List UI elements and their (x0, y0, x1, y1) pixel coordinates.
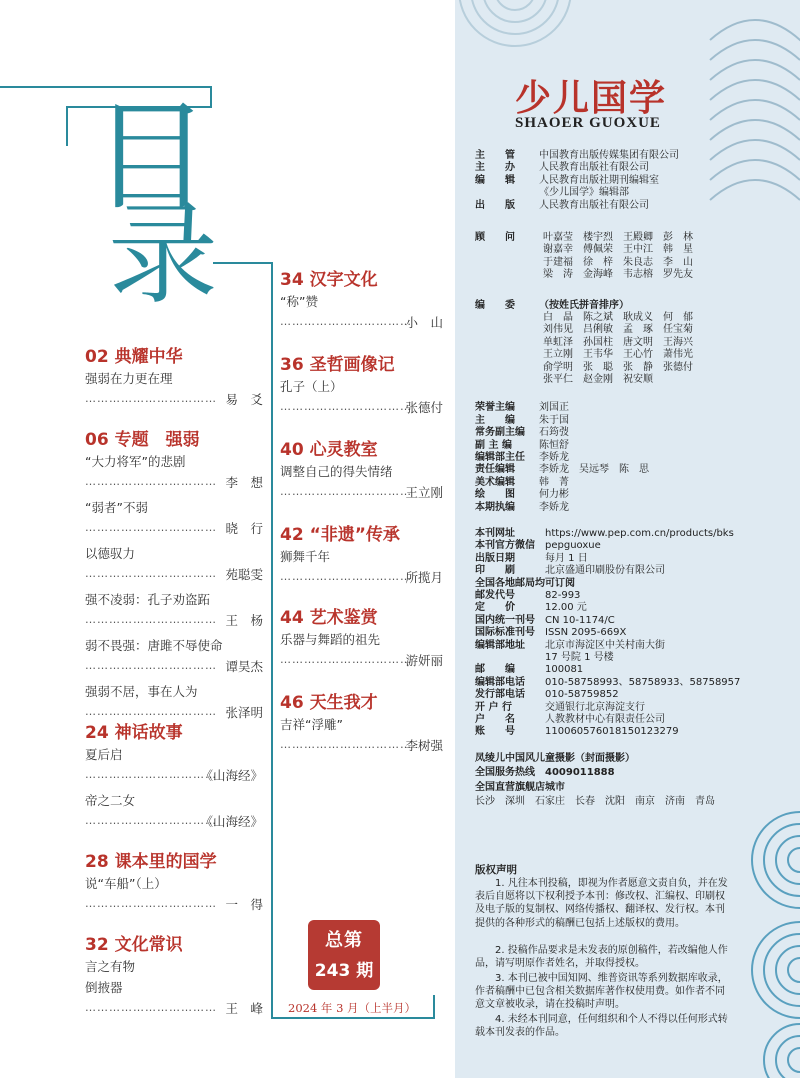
toc-item-author: 所揽月 (405, 570, 443, 585)
info-value: 石筠弢 (539, 427, 569, 439)
masthead-org-row (475, 150, 679, 162)
toc-item-author: 王 杨 (225, 613, 263, 628)
board-note: （按姓氏拼音排序） (539, 299, 629, 311)
info-value: 010-58758993、58758933、58758957 (545, 676, 741, 688)
staff-row (475, 489, 569, 501)
toc-item-author: 张泽明 (225, 705, 263, 720)
toc-section-title: 36 圣哲画像记 (280, 355, 395, 375)
toc-item-author: 张德付 (405, 400, 443, 415)
toc-item-author: 苑聪雯 (225, 567, 263, 582)
advisors-row: 叶嘉莹 楼宇烈 王殿卿 彭 林 (543, 232, 693, 243)
board-row: 俞学明 张 聪 张 静 张德付 (543, 361, 693, 373)
toc-item-author: 小 山 (405, 315, 443, 330)
staff-row (475, 415, 569, 427)
toc-item-dots: …………………………… (85, 814, 217, 827)
info-value: 李娇龙 吴远琴 陈 思 (539, 464, 649, 476)
staff-row (475, 464, 649, 476)
info-label: 邮 编 (475, 664, 515, 676)
toc-item-title: 调整自己的得失情绪 (280, 464, 393, 479)
copyright-title: 版权声明 (475, 864, 517, 876)
info-value: 100081 (545, 664, 584, 676)
advisors-row: 于建福 徐 梓 朱良志 李 山 (543, 256, 693, 268)
info-value: 17 号院 1 号楼 (545, 652, 614, 663)
toc-section-title: 24 神话故事 (85, 723, 183, 743)
masthead-org-row (475, 175, 659, 187)
title-char-mu: 目 (92, 88, 211, 226)
toc-item-title: 言之有物 (85, 959, 136, 974)
toc-section-title: 32 文化常识 (85, 935, 183, 955)
info-label: 编 辑 (475, 174, 515, 186)
toc-item-dots: …………………………… (280, 315, 412, 328)
info-value: 朱于国 (539, 414, 569, 426)
info-label: 出 版 (475, 199, 515, 211)
frame-line (213, 262, 273, 264)
info-label: 绘 图 (475, 489, 515, 501)
publishing-row (475, 553, 588, 565)
info-label: 本刊官方微信 (475, 540, 535, 552)
toc-section-title: 28 课本里的国学 (85, 852, 217, 872)
publishing-row (475, 565, 665, 577)
magazine-logo-en: SHAOER GUOXUE (515, 115, 661, 131)
toc-item-author: 易 爻 (225, 392, 263, 407)
stores-title: 全国直营旗舰店城市 (475, 781, 565, 793)
issue-seal (308, 920, 380, 990)
toc-section-title: 40 心灵教室 (280, 440, 378, 460)
toc-item-author: 王 峰 (225, 1001, 263, 1016)
info-value: 010-58759852 (545, 689, 619, 701)
title-char-lu: 录 (108, 191, 218, 319)
toc-item-dots: …………………………… (280, 485, 412, 498)
info-value: 北京市海淀区中关村南大街 (545, 639, 665, 651)
toc-item-title: 以德驭力 (85, 546, 136, 561)
toc-section-title: 42 “非遗”传承 (280, 525, 400, 545)
info-value: 人教教材中心有限责任公司 (545, 714, 665, 725)
toc-item-title: 吉祥“浮雕” (280, 717, 343, 732)
info-label: 出版日期 (475, 552, 515, 564)
seal-line-2: 243 期 (314, 961, 374, 981)
info-label: 定 价 (475, 602, 515, 614)
toc-item-author: 王立刚 (405, 485, 443, 500)
publishing-row (475, 590, 580, 602)
info-label: 账 号 (475, 726, 515, 738)
toc-item-author: 李 想 (225, 475, 263, 490)
info-value: 每月 1 日 (545, 552, 588, 564)
publishing-row (475, 652, 614, 664)
stores-list: 长沙 深圳 石家庄 长春 沈阳 南京 济南 青岛 (475, 796, 715, 807)
info-label: 编辑部电话 (475, 676, 525, 688)
publishing-row (475, 726, 679, 738)
publishing-row (475, 677, 740, 689)
toc-item-dots: …………………………… (280, 570, 412, 583)
publishing-row (475, 689, 619, 701)
wave-pattern-corner (455, 0, 585, 60)
toc-item-title: 夏后启 (85, 747, 123, 762)
toc-item-title: 孔子（上） (280, 379, 343, 394)
frame-line (433, 995, 435, 1019)
toc-item-title: 强弱在力更在理 (85, 371, 173, 386)
toc-item-dots: …………………………… (85, 705, 217, 718)
copyright-paragraph: 1. 凡往本刊投稿，即视为作者愿意文责自负，并在发表后自愿将以下权利授予本刊：修改权、汇编权、印刷权及电子版的复制权、网络传播权、翻译权、发行权。本刊提供的各种形式的稿酬已包括上述版权的费用。 (475, 878, 728, 929)
info-value: 何力彬 (539, 489, 569, 501)
frame-line (271, 1017, 435, 1019)
toc-item-title: “大力将军”的悲剧 (85, 454, 186, 469)
toc-item-title: 帝之二女 (85, 793, 136, 808)
staff-row (475, 440, 569, 452)
info-value: 刘国正 (539, 402, 569, 414)
toc-section-title: 06 专题 强弱 (85, 430, 200, 450)
board-row: 白 晶 陈之斌 耿成义 何 郁 (543, 312, 693, 323)
info-label: 本刊网址 (475, 528, 515, 539)
info-label: 主 办 (475, 162, 515, 174)
info-label: 全国各地邮局均可订阅 (475, 577, 575, 589)
toc-item-author: 《山海经》 (200, 768, 263, 783)
publishing-row (475, 640, 665, 652)
publishing-row (475, 714, 665, 726)
info-value: CN 10-1174/C (545, 614, 615, 626)
board-row: 张平仁 赵金刚 祝安顺 (543, 374, 653, 385)
info-label: 国内统一刊号 (475, 614, 535, 626)
toc-section-title: 46 天生我才 (280, 693, 378, 713)
board-row: 单虹泽 孙国柱 唐文明 王海兴 (543, 336, 693, 348)
toc-item-title: 乐器与舞蹈的祖先 (280, 632, 381, 647)
toc-section-title: 44 艺术鉴赏 (280, 608, 378, 628)
toc-item-title: 说“车船”（上） (85, 876, 167, 891)
toc-item-dots: …………………………… (85, 659, 217, 672)
info-value: pepguoxue (545, 540, 601, 552)
info-label: 发行部电话 (475, 689, 525, 701)
copyright-paragraph: 4. 未经本刊同意，任何组织和个人不得以任何形式转载本刊发表的作品。 (475, 1014, 728, 1039)
publishing-row (475, 540, 601, 552)
info-value: 110060576018150123279 (545, 726, 679, 738)
staff-row (475, 402, 569, 414)
toc-item-title: 强弱不居，事在人为 (85, 684, 198, 699)
toc-item-dots: …………………………… (280, 400, 412, 413)
wave-pattern-top (710, 0, 800, 230)
info-value: 韩 菁 (539, 476, 569, 488)
toc-section-title: 34 汉字文化 (280, 270, 378, 290)
copyright-paragraph: 3. 本刊已被中国知网、维普资讯等系列数据库收录，作者稿酬中已包含相关数据库著作权使用费。如作者不同意文章被收录，请在投稿时声明。 (475, 973, 728, 1011)
info-label: 主 管 (475, 150, 515, 161)
staff-row (475, 427, 569, 439)
info-value: 《少儿国学》编辑部 (539, 187, 629, 199)
info-value: 北京盛通印刷股份有限公司 (545, 565, 665, 577)
masthead-org-row (475, 162, 649, 174)
publishing-row (475, 602, 587, 614)
toc-item-dots: …………………………… (85, 1001, 217, 1014)
info-value: https://www.pep.com.cn/products/bks (545, 528, 734, 539)
frame-line (271, 262, 273, 1019)
advisors-row: 梁 涛 金海峰 韦志榕 罗先友 (543, 269, 693, 281)
wave-pattern-bottom (730, 800, 800, 1078)
info-label: 责任编辑 (475, 464, 515, 476)
toc-item-author: 《山海经》 (200, 814, 263, 829)
publishing-row (475, 578, 575, 590)
info-value: 人民教育出版社有限公司 (539, 162, 649, 174)
info-label: 主 编 (475, 414, 515, 426)
info-value: 李娇龙 (539, 452, 569, 463)
info-value: 人民教育出版社期刊编辑室 (539, 174, 659, 186)
info-value: 人民教育出版社有限公司 (539, 199, 649, 211)
info-label: 开 户 行 (475, 701, 512, 713)
masthead-panel (455, 0, 800, 1078)
info-value: 12.00 元 (545, 602, 587, 614)
toc-item-title: 倒掖器 (85, 980, 123, 995)
toc-item-author: 李树强 (405, 738, 443, 753)
toc-item-author: 晓 行 (225, 521, 263, 536)
staff-row (475, 477, 569, 489)
info-value: 中国教育出版传媒集团有限公司 (539, 150, 679, 161)
advisors-label: 顾 问 (475, 232, 515, 243)
toc-item-dots: …………………………… (85, 521, 217, 534)
issue-date: 2024 年 3 月（上半月） (288, 1001, 417, 1015)
publishing-row (475, 528, 734, 540)
copyright-paragraph: 2. 投稿作品要求是未发表的原创稿件，若改编他人作品，请写明原作者姓名，并取得授权。 (475, 945, 728, 970)
magazine-logo: 少儿国学 (515, 77, 668, 119)
board-row: 王立刚 王韦华 王心竹 萧伟光 (543, 349, 693, 361)
info-label: 邮发代号 (475, 590, 515, 601)
toc-item-dots: …………………………… (85, 475, 217, 488)
info-label: 常务副主编 (475, 427, 525, 439)
masthead-org-row (475, 200, 649, 212)
frame-line (210, 86, 212, 108)
toc-section-title: 02 典耀中华 (85, 347, 183, 367)
toc-item-title: 强不凌弱：孔子劝盗跖 (85, 592, 211, 607)
masthead-org-row (475, 187, 629, 199)
toc-item-title: 狮舞千年 (280, 549, 331, 564)
publishing-row (475, 702, 645, 714)
staff-row (475, 452, 569, 464)
info-label: 国际标准刊号 (475, 627, 535, 639)
publishing-row (475, 664, 583, 676)
info-value: 李娇龙 (539, 501, 569, 513)
advisors-row: 谢嘉幸 傅佩荣 王中江 韩 星 (543, 244, 693, 256)
info-label: 印 刷 (475, 565, 515, 577)
toc-item-dots: …………………………… (85, 897, 217, 910)
staff-row (475, 502, 569, 514)
frame-line (66, 106, 68, 146)
info-label: 编辑部主任 (475, 452, 525, 463)
info-label: 副 主 编 (475, 439, 512, 451)
toc-item-dots: …………………………… (85, 567, 217, 580)
toc-item-dots: …………………………… (85, 613, 217, 626)
info-value: 交通银行北京海淀支行 (545, 701, 645, 713)
info-label: 美术编辑 (475, 476, 515, 488)
info-label: 编辑部地址 (475, 639, 525, 651)
publishing-row (475, 627, 626, 639)
info-label: 户 名 (475, 714, 515, 725)
info-value: 陈恒舒 (539, 439, 569, 451)
toc-item-author: 谭昊杰 (225, 659, 263, 674)
toc-item-author: 一 得 (225, 897, 263, 912)
toc-item-title: “称”赞 (280, 294, 318, 309)
toc-item-dots: …………………………… (280, 738, 412, 751)
info-label: 荣誉主编 (475, 402, 515, 414)
hotline: 全国服务热线 4009011888 (475, 767, 615, 779)
toc-item-dots: …………………………… (280, 653, 412, 666)
info-value: ISSN 2095-669X (545, 627, 627, 639)
info-value: 82-993 (545, 590, 581, 601)
board-label: 编 委 (475, 299, 515, 311)
seal-line-1: 总第 (325, 930, 363, 951)
toc-item-author: 游妍丽 (405, 653, 443, 668)
info-label: 本期执编 (475, 501, 515, 513)
toc-item-title: 弱不畏强：唐雎不辱使命 (85, 638, 223, 653)
board-row: 刘伟见 吕俐敏 孟 琢 任宝菊 (543, 324, 693, 336)
publishing-row (475, 615, 615, 627)
cover-credit: 凤绫儿中国风儿童摄影（封面摄影） (475, 752, 635, 764)
toc-item-dots: …………………………… (85, 392, 217, 405)
toc-item-dots: …………………………… (85, 768, 217, 781)
toc-item-title: “弱者”不弱 (85, 500, 148, 515)
